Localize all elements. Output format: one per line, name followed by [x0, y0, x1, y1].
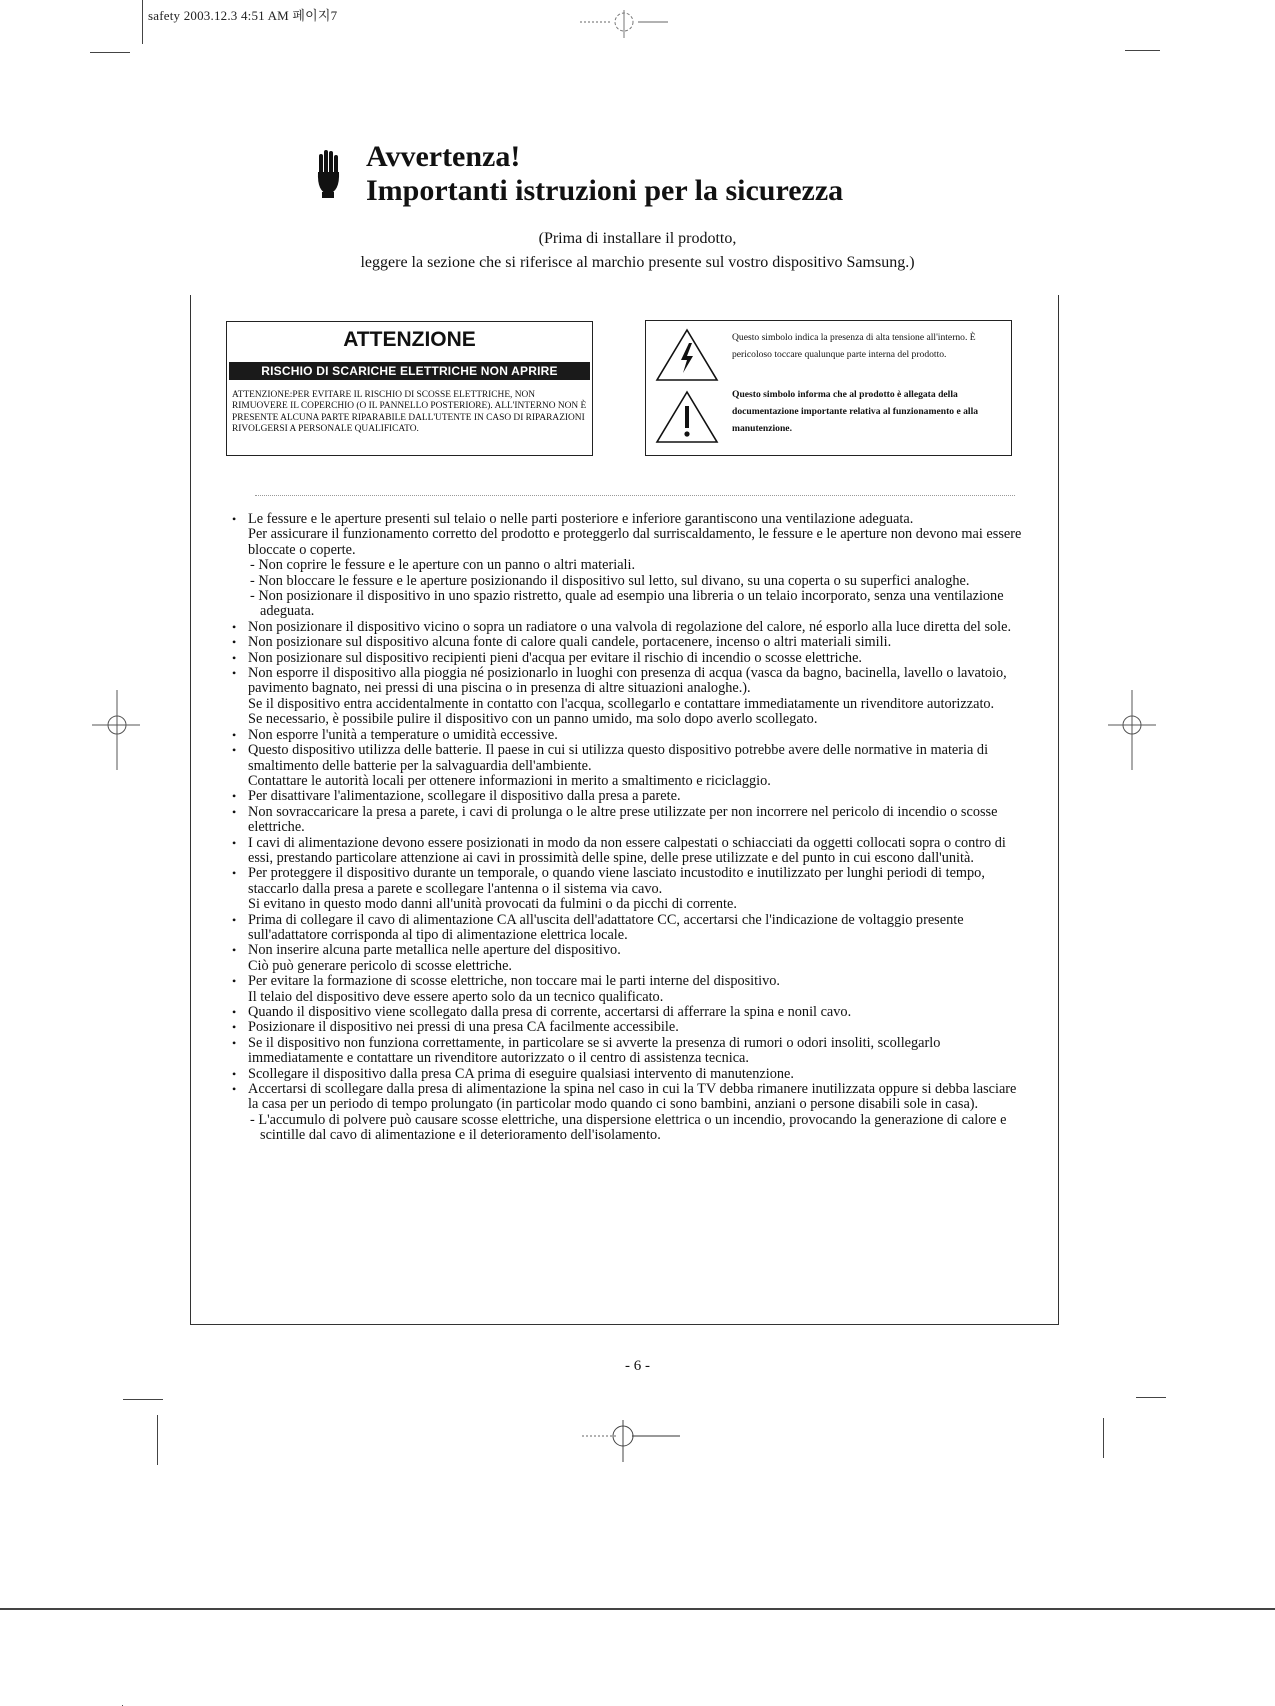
page-title: Importanti istruzioni per la sicurezza — [366, 174, 844, 207]
instruction-text: Se necessario, è possibile pulire il dispositivo con un panno umido, ma solo dopo averlo scollegato. — [248, 711, 818, 728]
registration-crosshair-icon — [580, 6, 670, 40]
instruction-text: • Posizionare il dispositivo nei pressi di una presa CA facilmente accessibile. — [248, 1019, 679, 1036]
instruction-text: • Questo dispositivo utilizza delle batterie. Il paese in cui si utilizza questo dispositivo potrebbe avere delle normative in materia di smaltimento delle batterie per la salvaguardia dell'ambiente. — [248, 742, 989, 774]
instruction-text: • Non esporre l'unità a temperature o umidità eccessive. — [248, 726, 558, 743]
instruction-text: Il telaio del dispositivo deve essere aperto solo da un tecnico qualificato. — [248, 988, 664, 1005]
instruction-text: • Le fessure e le aperture presenti sul telaio o nelle parti posteriore e inferiore garantiscono una ventilazione adeguata. — [248, 511, 914, 527]
instruction-text: • Non posizionare sul dispositivo recipienti pieni d'acqua per evitare il rischio di incendio o scosse elettriche. — [248, 649, 862, 666]
registration-crosshair-icon — [92, 680, 142, 770]
frame-border — [190, 295, 191, 1325]
instruction-subitem: - Non posizionare il dispositivo in uno spazio ristretto, quale ad esempio una libreria o un telaio incorporato, senza una ventilazione adeguata. — [250, 588, 1004, 620]
instruction-text: Contattare le autorità locali per ottenere informazioni in merito a smaltimento e riciclaggio. — [248, 772, 771, 789]
voltage-symbol-text: Questo simbolo indica la presenza di alta tensione all'interno. È pericoloso toccare qualunque parte interna del prodotto. — [732, 332, 976, 360]
instruction-text: • Quando il dispositivo viene scollegato dalla presa di corrente, accertarsi di afferrare la spina e nonil cavo. — [248, 1004, 852, 1020]
instruction-text: • Non esporre il dispositivo alla pioggia né posizionarlo in luoghi con presenza di acqua (vasca da bagno, bacinella, lavello o lavatoio, pavimento bagnato, nei pressi di una piscina o in presenza di altre situazioni analoghe.). — [248, 665, 1007, 697]
scan-edge — [0, 1608, 1275, 1610]
frame-border — [1058, 295, 1059, 1325]
attention-warning-bar: RISCHIO DI SCARICHE ELETTRICHE NON APRIRE — [229, 362, 590, 380]
safety-instruction-item — [232, 635, 1022, 650]
safety-instruction-item — [232, 1082, 1022, 1144]
safety-instruction-item — [232, 666, 1022, 728]
safety-instruction-item — [232, 974, 1022, 1005]
instruction-text: • Per proteggere il dispositivo durante un temporale, o quando viene lasciato incustodito e inutilizzato per lunghi periodi di tempo, staccarlo dalla presa a parete e scollegare l'antenna o il sistema via cavo. — [248, 865, 985, 897]
attention-body: ATTENZIONE:PER EVITARE IL RISCHIO DI SCOSSE ELETTRICHE, NON RIMUOVERE IL COPERCHIO (O IL PANNELLO POSTERIORE). ALL'INTERNO NON È PRESENTE ALCUNA PARTE RIPARABILE DALL'UTENTE IN CASO DI RIPARAZIONI RIVOLGERSI A PERSONALE QUALIFICATO. — [232, 390, 587, 435]
instruction-text: • Non sovraccaricare la presa a parete, i cavi di prolunga o le altre prese utilizzate per non incorrere nel pericolo di incendio o scosse elettriche. — [248, 803, 998, 836]
instruction-text: Si evitano in questo modo danni all'unità provocati da fulmini o da picchi di corrente. — [248, 896, 737, 913]
registration-crosshair-icon — [582, 1418, 682, 1468]
safety-instruction-item — [232, 1067, 1022, 1082]
instruction-subitem: - Non coprire le fessure e le aperture con un panno o altri materiali. — [250, 557, 636, 574]
safety-instruction-item — [232, 620, 1022, 635]
instruction-text: • Per disattivare l'alimentazione, scollegare il dispositivo dalla presa a parete. — [248, 788, 681, 805]
info-symbol-text: Questo simbolo informa che al prodotto è allegata della documentazione importante relativa al funzionamento e alla manutenzione. — [732, 389, 979, 434]
instruction-text: Se il dispositivo entra accidentalmente in contatto con l'acqua, scollegarlo e contattare immediatamente un rivenditore autorizzato. — [248, 695, 995, 712]
instruction-text: • I cavi di alimentazione devono essere posizionati in modo da non essere calpestati o schiacciati da oggetti collocati sopra o contro di essi, prestando particolare attenzione ai cavi in prossimità delle spine, delle prese utilizzate e del punto in cui escono dall'unità. — [248, 834, 1006, 866]
page-number: - 6 - — [625, 1358, 650, 1374]
safety-instruction-item — [232, 836, 1022, 867]
lightning-triangle-icon — [654, 327, 720, 383]
safety-instruction-item — [232, 651, 1022, 666]
crop-mark — [123, 1399, 163, 1400]
title-warning: Avvertenza! — [366, 140, 521, 173]
safety-instruction-item — [232, 805, 1022, 836]
crop-mark — [1136, 1397, 1166, 1398]
frame-border — [190, 1324, 1058, 1325]
safety-instructions-list — [232, 512, 1022, 1144]
safety-instruction-item — [232, 743, 1022, 789]
hand-stop-icon — [316, 148, 342, 198]
instruction-text: Per assicurare il funzionamento corretto del prodotto e proteggerlo dal surriscaldamento, le fessure e le aperture non devono mai essere bloccate o coperte. — [248, 526, 1022, 558]
safety-instruction-item — [232, 512, 1022, 620]
attention-title: ATTENZIONE — [343, 328, 476, 351]
safety-instruction-item — [232, 1036, 1022, 1067]
safety-instruction-item — [232, 789, 1022, 804]
instruction-text: • Non posizionare il dispositivo vicino o sopra un radiatore o una valvola di regolazione del calore, né esporlo alla luce diretta del sole. — [248, 618, 1012, 635]
crop-mark — [157, 1415, 158, 1465]
subtitle-line-1: (Prima di installare il prodotto, — [538, 230, 737, 247]
instruction-text: • Scollegare il dispositivo dalla presa CA prima di eseguire qualsiasi intervento di manutenzione. — [248, 1065, 794, 1082]
crop-mark — [142, 0, 143, 44]
crop-mark — [90, 52, 130, 53]
exclamation-triangle-icon — [654, 389, 720, 445]
safety-instruction-item — [232, 913, 1022, 944]
instruction-text: • Se il dispositivo non funziona correttamente, in particolare se si avverte la presenza di rumori o odori insoliti, scollegarlo immediatamente e contattare un rivenditore autorizzato o il centro di assistenza tecnica. — [248, 1034, 941, 1067]
safety-instruction-item — [232, 728, 1022, 743]
instruction-subitem: - Non bloccare le fessure e le aperture posizionando il dispositivo sul letto, sul divano, su una coperta o su superfici analoghe. — [250, 572, 970, 589]
instruction-text: • Per evitare la formazione di scosse elettriche, non toccare mai le parti interne del dispositivo. — [248, 973, 780, 990]
crop-mark — [1125, 50, 1160, 51]
instruction-subitem: - L'accumulo di polvere può causare scosse elettriche, una dispersione elettrica o un incendio, provocando la generazione di calore e scintille dal cavo di alimentazione e il deterioramento dell'isolamento. — [250, 1111, 1007, 1144]
registration-crosshair-icon — [1108, 680, 1158, 770]
safety-instruction-item — [232, 1005, 1022, 1020]
instruction-text: Ciò può generare pericolo di scosse elettriche. — [248, 957, 512, 974]
crop-mark — [1103, 1418, 1104, 1458]
attention-box — [226, 321, 593, 456]
symbol-legend-box — [645, 320, 1012, 456]
instruction-text: • Non posizionare sul dispositivo alcuna fonte di calore quali candele, portacenere, incenso o altri materiali simili. — [248, 634, 892, 651]
safety-instruction-item — [232, 1020, 1022, 1035]
safety-instruction-item — [232, 866, 1022, 912]
print-stamp: safety 2003.12.3 4:51 AM 페이지7 — [148, 8, 338, 23]
instruction-text: • Prima di collegare il cavo di alimentazione CA all'uscita dell'adattatore CC, accertarsi che l'indicazione de voltaggio presente sull'adattatore corrisponda al tipo di alimentazione elettrica locale. — [248, 911, 964, 943]
instruction-text: • Non inserire alcuna parte metallica nelle aperture del dispositivo. — [248, 942, 621, 959]
safety-instruction-item — [232, 943, 1022, 974]
subtitle-line-2: leggere la sezione che si riferisce al marchio presente sul vostro dispositivo Samsung.) — [360, 254, 915, 271]
divider — [255, 495, 1015, 496]
instruction-text: • Accertarsi di scollegare dalla presa di alimentazione la spina nel caso in cui la TV debba rimanere inutilizzata oppure si debba lasciare la casa per un periodo di tempo prolungato (in particolar modo quando ci sono bambini, anziani o persone disabili sole in casa). — [248, 1081, 1017, 1113]
